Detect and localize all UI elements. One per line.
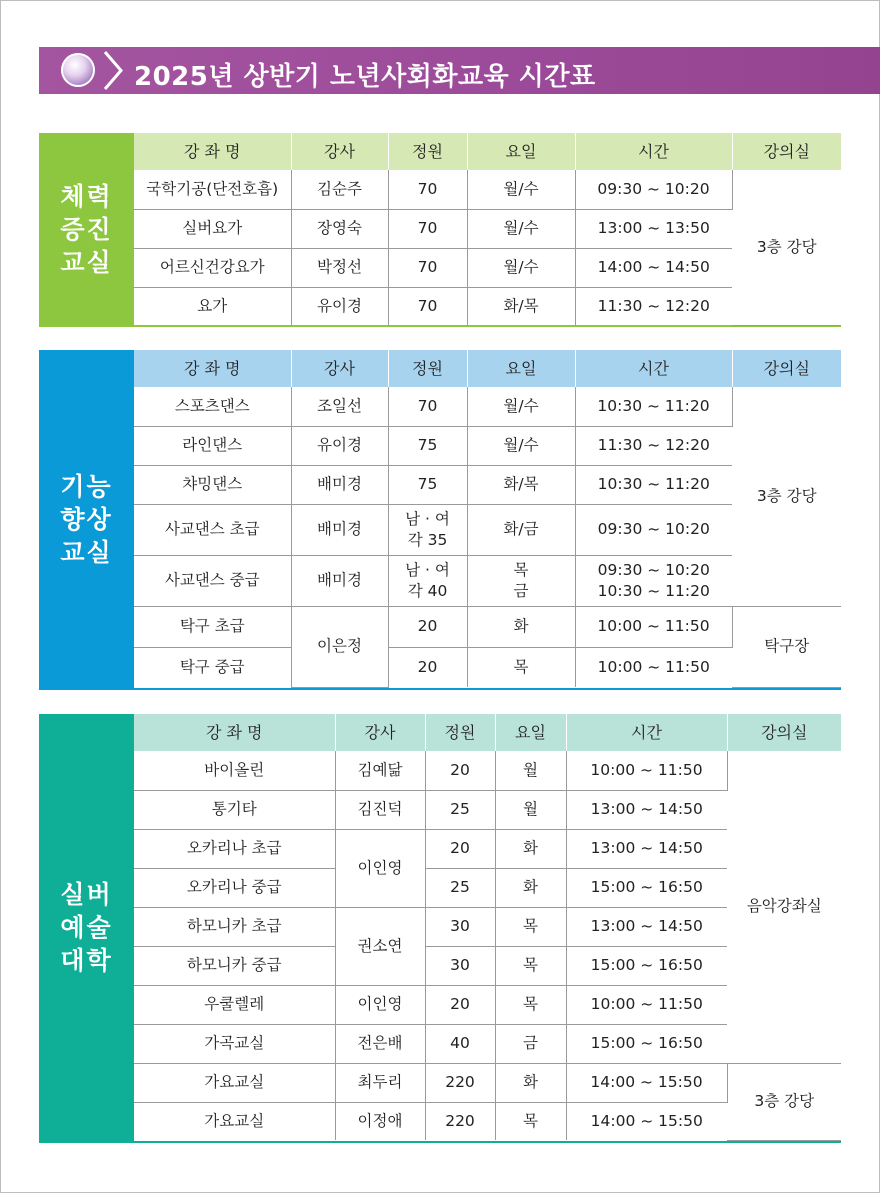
table-row: 하모니카 초급 권소연 30 목 13:00 ~ 14:50 [134, 907, 841, 946]
table-row: 어르신건강요가 박정선 70 월/수 14:00 ~ 14:50 [134, 248, 841, 287]
table-row: 하모니카 중급 30 목 15:00 ~ 16:50 [134, 946, 841, 985]
section-label: 기능 향상 교실 [39, 350, 134, 688]
title-banner [39, 47, 880, 94]
table-row: 국학기공(단전호흡) 김순주 70 월/수 09:30 ~ 10:20 3층 강당 [134, 170, 841, 209]
table-row: 통기타 김진덕 25 월 13:00 ~ 14:50 [134, 790, 841, 829]
table-row: 실버요가 장영숙 70 월/수 13:00 ~ 13:50 [134, 209, 841, 248]
table-row: 라인댄스 유이경 75 월/수 11:30 ~ 12:20 [134, 426, 841, 465]
table-row: 탁구 중급 20 목 10:00 ~ 11:50 [134, 647, 841, 687]
section-fitness [39, 133, 841, 327]
room-cell: 3층 강당 [732, 387, 841, 606]
table-row: 스포츠댄스 조일선 70 월/수 10:30 ~ 11:20 3층 강당 [134, 387, 841, 426]
section-label: 체력 증진 교실 [39, 133, 134, 325]
table-row: 요가 유이경 70 화/목 11:30 ~ 12:20 [134, 287, 841, 325]
table-row: 사교댄스 중급 배미경 남 · 여 각 40 목 금 09:30 ~ 10:20 10:30 ~ 11:20 [134, 555, 841, 606]
table-header: 강 좌 명 강사 정원 요일 시간 강의실 [134, 714, 841, 751]
section-label: 실버 예술 대학 [39, 714, 134, 1141]
schedule-table [134, 350, 841, 688]
table-header: 강 좌 명 강사 정원 요일 시간 강의실 [134, 133, 841, 170]
room-cell: 음악강좌실 [727, 751, 841, 1063]
table-header: 강 좌 명 강사 정원 요일 시간 강의실 [134, 350, 841, 387]
table-row: 우쿨렐레 이인영 20 목 10:00 ~ 11:50 [134, 985, 841, 1024]
table-row: 탁구 초급 이은정 20 화 10:00 ~ 11:50 탁구장 [134, 606, 841, 647]
room-cell: 탁구장 [732, 606, 841, 687]
section-function [39, 350, 841, 690]
table-row: 오카리나 초급 이인영 20 화 13:00 ~ 14:50 [134, 829, 841, 868]
table-row: 가요교실 최두리 220 화 14:00 ~ 15:50 3층 강당 [134, 1063, 841, 1102]
page-title: 2025년 상반기 노년사회화교육 시간표 [134, 62, 596, 92]
table-row: 사교댄스 초급 배미경 남 · 여 각 35 화/금 09:30 ~ 10:20 [134, 504, 841, 555]
schedule-table [134, 714, 841, 1141]
room-cell: 3층 강당 [727, 1063, 841, 1140]
section-arts [39, 714, 841, 1143]
table-row: 바이올린 김예닮 20 월 10:00 ~ 11:50 음악강좌실 [134, 751, 841, 790]
table-row: 가곡교실 전은배 40 금 15:00 ~ 16:50 [134, 1024, 841, 1063]
table-row: 오카리나 중급 25 화 15:00 ~ 16:50 [134, 868, 841, 907]
schedule-table [134, 133, 841, 326]
room-cell: 3층 강당 [732, 170, 841, 325]
table-row: 챠밍댄스 배미경 75 화/목 10:30 ~ 11:20 [134, 465, 841, 504]
orb-bullet-icon [61, 53, 95, 87]
chevron-right-icon [101, 50, 125, 91]
table-row: 가요교실 이정애 220 목 14:00 ~ 15:50 [134, 1102, 841, 1140]
